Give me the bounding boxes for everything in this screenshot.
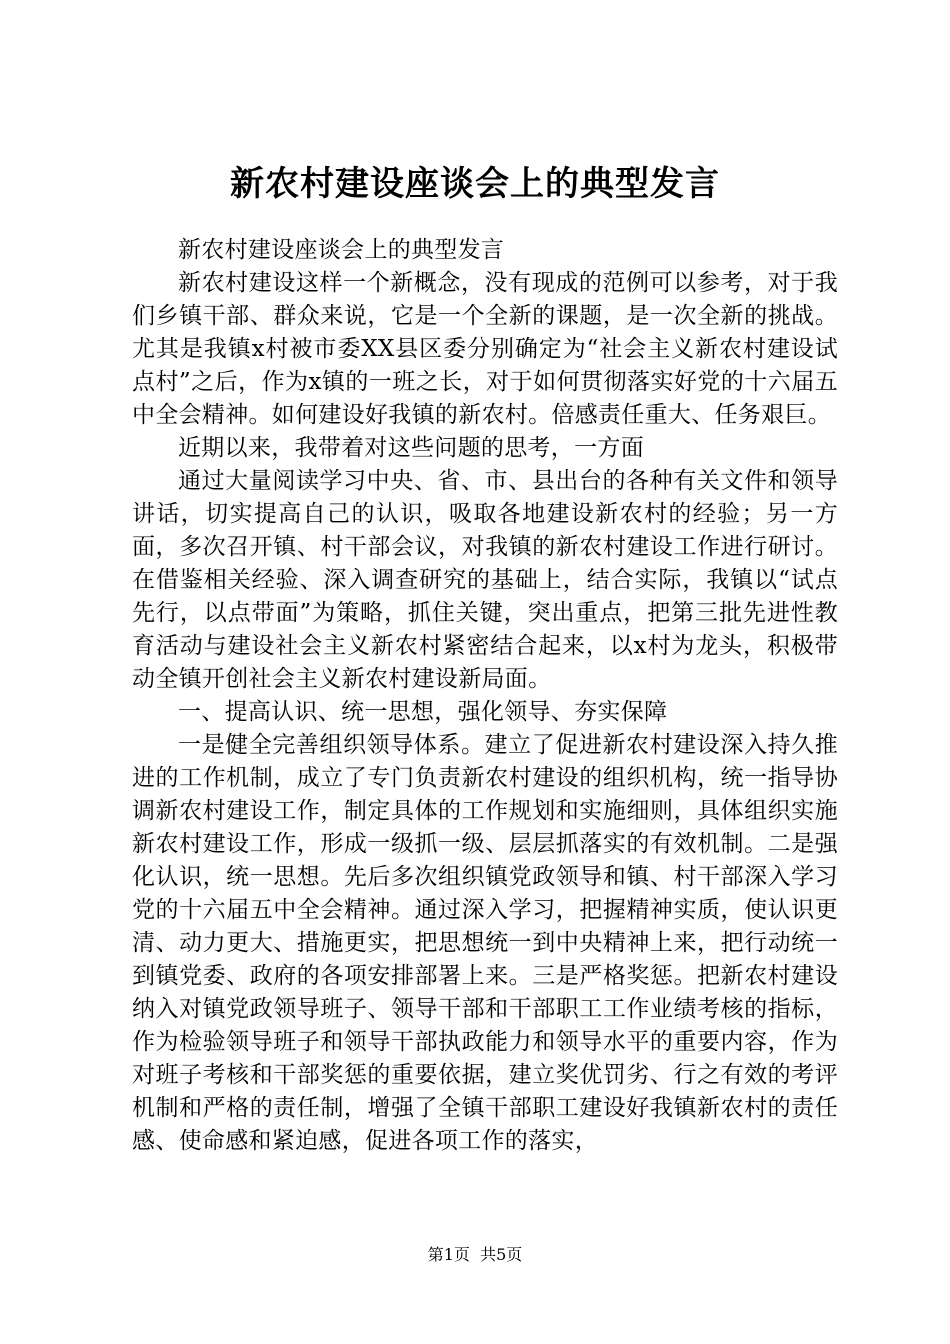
document-title: 新农村建设座谈会上的典型发言 [230,164,720,204]
paragraph-study: 通过大量阅读学习中央、省、市、县出台的各种有关文件和领导讲话，切实提高自己的认识，吸取各地建设新农村的经验；另一方面，多次召开镇、村干部会议，对我镇的新农村建设工作进行研讨。在借鉴相关经验、深入调查研究的基础上，结合实际，我镇以“试点先行，以点带面”为策略，抓住关键，突出重点，把第三批先进性教育活动与建设社会主义新农村紧密结合起来，以x村为龙头，积极带动全镇开创社会主义新农村建设新局面。 [132,468,838,692]
paragraph-organization: 一是健全完善组织领导体系。建立了促进新农村建设深入持久推进的工作机制，成立了专门负责新农村建设的组织机构，统一指导协调新农村建设工作，制定具体的工作规划和实施细则，具体组织实施新农村建设工作，形成一级抓一级、层层抓落实的有效机制。二是强化认识，统一思想。先后多次组织镇党政领导和镇、村干部深入学习党的十六届五中全会精神。通过深入学习，把握精神实质，使认识更清、动力更大、措施更实，把思想统一到中央精神上来，把行动统一到镇党委、政府的各项安排部署上来。三是严格奖惩。把新农村建设纳入对镇党政领导班子、领导干部和干部职工工作业绩考核的指标，作为检验领导班子和领导干部执政能力和领导水平的重要内容，作为对班子考核和干部奖惩的重要依据，建立奖优罚劣、行之有效的考评机制和严格的责任制，增强了全镇干部职工建设好我镇新农村的责任感、使命感和紧迫感，促进各项工作的落实， [132,732,838,1154]
page-total: 共5页 [480,1245,523,1264]
document-body [132,234,838,1158]
paragraph-intro: 新农村建设这样一个新概念，没有现成的范例可以参考，对于我们乡镇干部、群众来说，它是一个全新的课题，是一次全新的挑战。尤其是我镇x村被市委XX县区委分别确定为“社会主义新农村建设试点村”之后，作为x镇的一班之长，对于如何贯彻落实好党的十六届五中全会精神。如何建设好我镇的新农村。倍感责任重大、任务艰巨。 [132,270,838,428]
section-heading-1: 一、提高认识、统一思想，强化领导、夯实保障 [178,699,668,725]
page-number: 第1页 [427,1245,470,1264]
page-footer [0,1244,950,1266]
paragraph-subtitle: 新农村建设座谈会上的典型发言 [178,237,505,263]
paragraph-recent: 近期以来，我带着对这些问题的思考，一方面 [178,435,644,461]
